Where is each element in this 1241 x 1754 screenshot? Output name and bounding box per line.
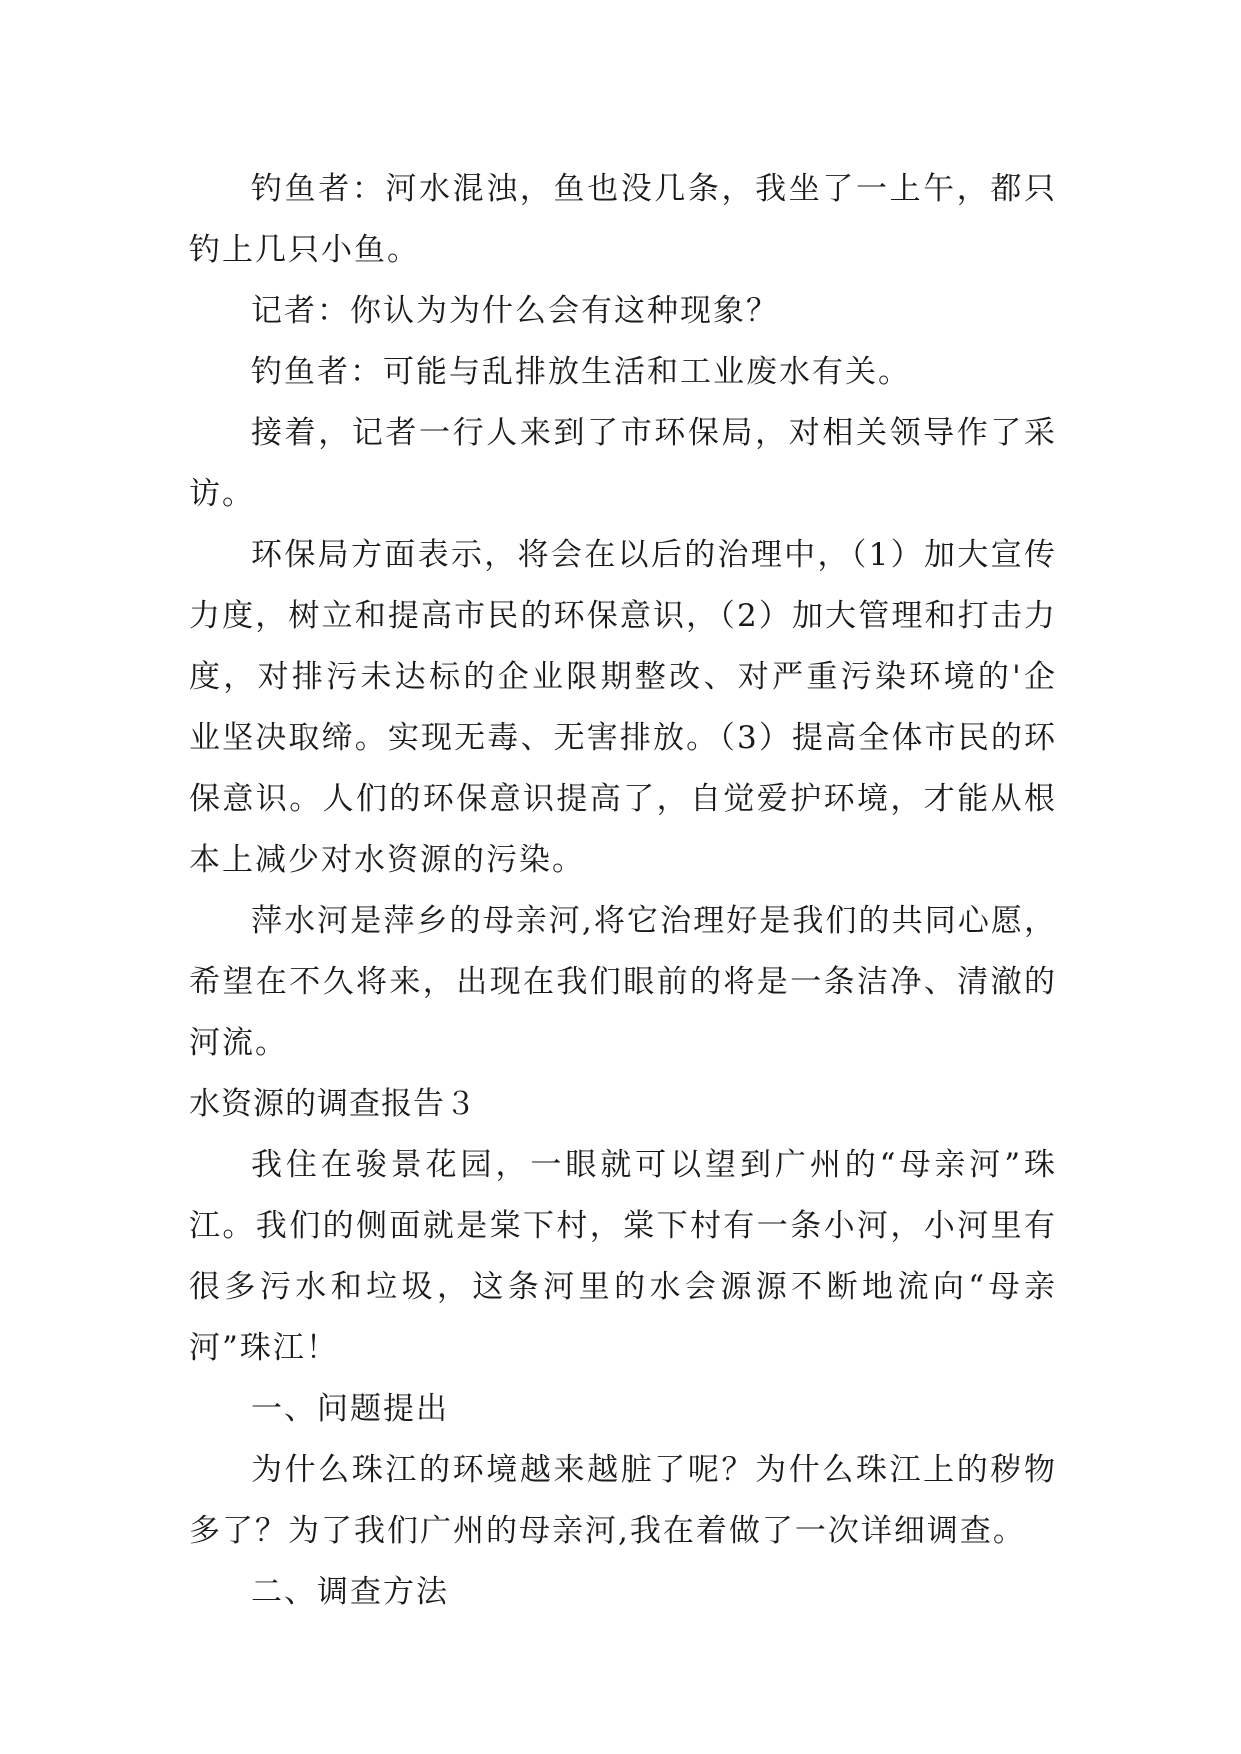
paragraph-reporter-question: 记者：你认为为什么会有这种现象？ (251, 293, 779, 329)
section-title: 水资源的调查报告３ (189, 1086, 477, 1122)
paragraph-fisher-answer-1: 钓鱼者：河水混浊，鱼也没几条，我坐了一上午，都只钓上几只小鱼。 (189, 171, 1057, 268)
paragraph-fisher-answer-2: 钓鱼者：可能与乱排放生活和工业废水有关。 (251, 354, 911, 390)
subheading-method: 二、调查方法 (251, 1574, 449, 1610)
paragraph-visit-epb: 接着，记者一行人来到了市环保局，对相关领导作了采访。 (189, 415, 1057, 512)
paragraph-epb-measures: 环保局方面表示，将会在以后的治理中，（1）加大宣传力度，树立和提高市民的环保意识，（2）加大管理和打击力度，对排污未达标的企业限期整改、对严重污染环境的'企业坚决取缔。实现无毒、无害排放。（3）提高全体市民的环保意识。人们的环保意识提高了，自觉爱护环境，才能从根本上减少对水资源的污染。 (189, 537, 1057, 878)
paragraph-questions: 为什么珠江的环境越来越脏了呢？为什么珠江上的秽物多了？为了我们广州的母亲河,我在着做了一次详细调查。 (189, 1452, 1057, 1549)
subheading-problem: 一、问题提出 (251, 1391, 449, 1427)
document-body (189, 159, 1057, 1623)
paragraph-conclusion: 萍水河是萍乡的母亲河,将它治理好是我们的共同心愿，希望在不久将来，出现在我们眼前的将是一条洁净、清澈的河流。 (189, 903, 1057, 1061)
paragraph-introduction: 我住在骏景花园，一眼就可以望到广州的“母亲河”珠江。我们的侧面就是棠下村，棠下村有一条小河，小河里有很多污水和垃圾，这条河里的水会源源不断地流向“母亲河”珠江！ (189, 1147, 1057, 1366)
